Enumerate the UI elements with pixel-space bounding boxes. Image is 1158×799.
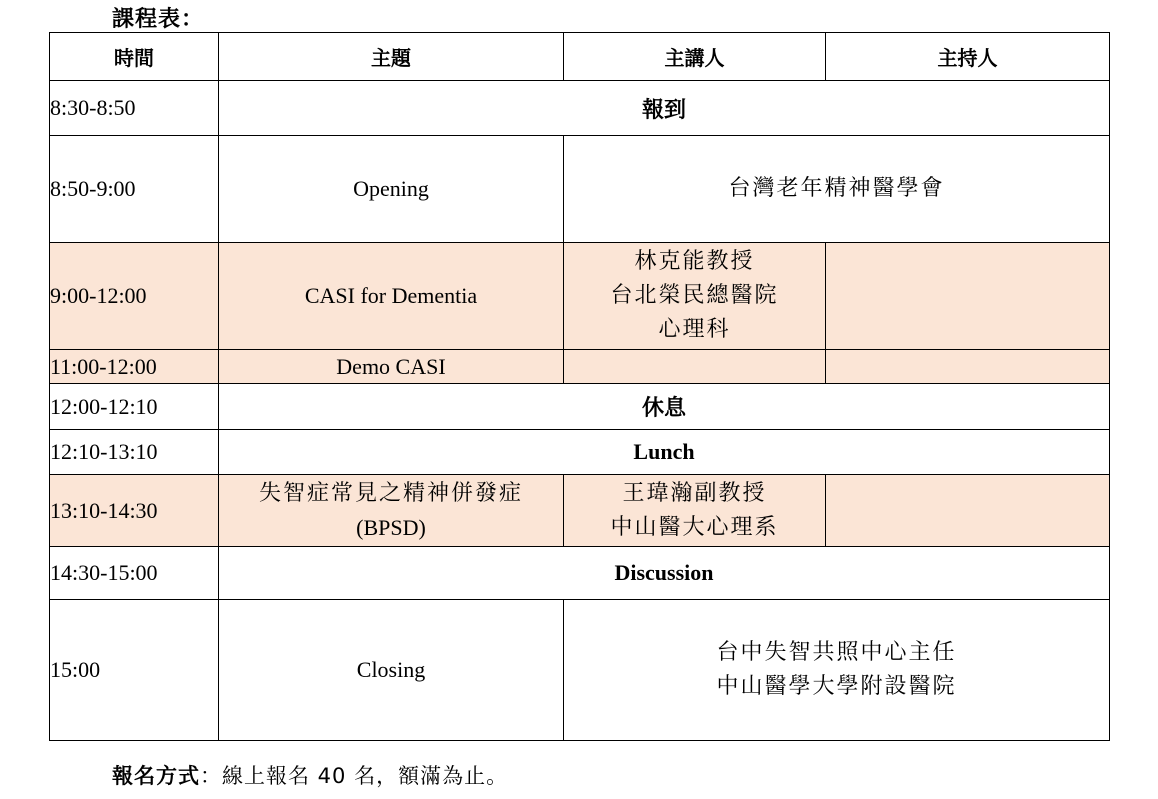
speaker-cell: 台灣老年精神醫學會 [564, 136, 1110, 243]
speaker-line: 中山醫大心理系 [610, 514, 779, 540]
table-row [50, 243, 1110, 350]
host-cell [826, 350, 1110, 384]
schedule-table [49, 32, 1110, 741]
time-cell: 11:00-12:00 [50, 350, 219, 384]
header-topic: 主題 [219, 33, 564, 81]
registration-label: 報名方式 [112, 764, 200, 788]
time-cell: 12:10-13:10 [50, 430, 219, 475]
topic-cell: CASI for Dementia [219, 243, 564, 350]
table-row [50, 81, 1110, 136]
host-cell [826, 475, 1110, 547]
topic-cell: Opening [219, 136, 564, 243]
speaker-line: 台北榮民總醫院 [610, 283, 779, 308]
table-row [50, 136, 1110, 243]
registration-cell: 報到 [219, 81, 1110, 136]
registration-text: ：線上報名 40 名，額滿為止。 [200, 764, 509, 788]
speaker-line: 心理科 [658, 317, 731, 342]
table-row [50, 350, 1110, 384]
topic-line: 失智症常見之精神併發症 [258, 480, 523, 506]
speaker-cell [564, 243, 826, 350]
table-row [50, 600, 1110, 741]
host-cell [826, 243, 1110, 350]
table-row [50, 547, 1110, 600]
speaker-cell [564, 350, 826, 384]
registration-note [112, 760, 508, 790]
speaker-line: 台中失智共照中心主任 [716, 640, 957, 665]
header-host: 主持人 [826, 33, 1110, 81]
table-row [50, 384, 1110, 430]
table-row [50, 475, 1110, 547]
page-heading: 課程表： [112, 7, 205, 32]
speaker-cell [564, 600, 1110, 741]
time-cell: 12:00-12:10 [50, 384, 219, 430]
time-cell: 8:30-8:50 [50, 81, 219, 136]
time-cell: 14:30-15:00 [50, 547, 219, 600]
speaker-cell [564, 475, 826, 547]
break-cell: 休息 [219, 384, 1110, 430]
header-time: 時間 [50, 33, 219, 81]
discussion-cell: Discussion [219, 547, 1110, 600]
time-cell: 8:50-9:00 [50, 136, 219, 243]
table-header-row [50, 33, 1110, 81]
speaker-line: 林克能教授 [634, 249, 755, 274]
table-row [50, 430, 1110, 475]
speaker-line: 中山醫學大學附設醫院 [716, 674, 957, 699]
time-cell: 13:10-14:30 [50, 475, 219, 547]
topic-line: (BPSD) [356, 514, 426, 540]
lunch-cell: Lunch [219, 430, 1110, 475]
header-speaker: 主講人 [564, 33, 826, 81]
topic-cell: Demo CASI [219, 350, 564, 384]
speaker-line: 王瑋瀚副教授 [622, 480, 767, 506]
topic-cell [219, 475, 564, 547]
time-cell: 9:00-12:00 [50, 243, 219, 350]
topic-cell: Closing [219, 600, 564, 741]
time-cell: 15:00 [50, 600, 219, 741]
